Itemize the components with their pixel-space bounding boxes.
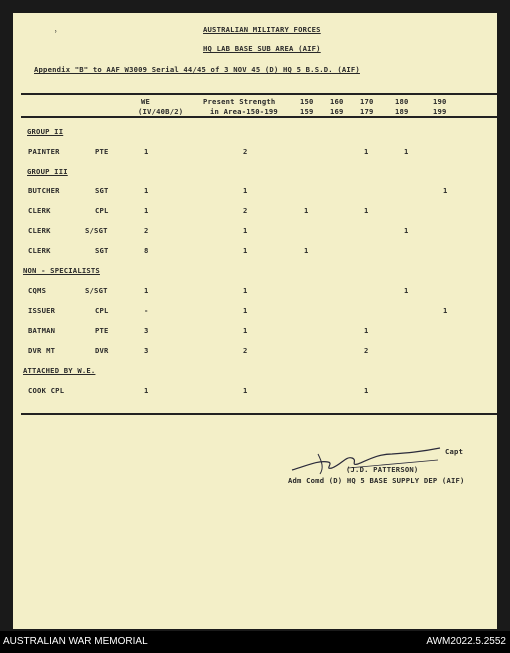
document-page <box>13 13 497 629</box>
row-r170: 1 <box>364 386 369 395</box>
row-name: BATMAN <box>28 326 56 335</box>
row-we: 1 <box>144 147 149 156</box>
signatory-title: Adm Comd (D) HQ 5 BASE SUPPLY DEP (AIF) <box>288 476 465 485</box>
header-line-3: Appendix "B" to AAF W3009 Serial 44/45 of 3 NOV 45 (D) HQ 5 B.S.D. (AIF) <box>34 65 360 74</box>
row-present: 1 <box>243 326 248 335</box>
row-we: 1 <box>144 206 149 215</box>
col-we-1: WE <box>141 97 151 106</box>
col-180-b: 189 <box>395 107 409 116</box>
pencil-mark: ˒ <box>53 28 59 38</box>
col-present-1: Present Strength <box>203 97 276 106</box>
row-name: DVR MT <box>28 346 56 355</box>
row-present: 1 <box>243 186 248 195</box>
row-present: 2 <box>243 206 248 215</box>
row-r150: 1 <box>304 246 309 255</box>
row-we: 3 <box>144 346 149 355</box>
group-ii-label: GROUP II <box>27 127 64 136</box>
signatory-name: (J.D. PATTERSON) <box>346 465 419 474</box>
footer-left: AUSTRALIAN WAR MEMORIAL <box>3 636 148 647</box>
row-rank: PTE <box>95 326 109 335</box>
row-present: 1 <box>243 226 248 235</box>
row-r170: 1 <box>364 147 369 156</box>
col-180-a: 180 <box>395 97 409 106</box>
row-rank: DVR <box>95 346 109 355</box>
row-r180: 1 <box>404 226 409 235</box>
row-r170: 1 <box>364 326 369 335</box>
row-name: CQMS <box>28 286 47 295</box>
col-150-b: 159 <box>300 107 314 116</box>
row-r150: 1 <box>304 206 309 215</box>
row-we: 2 <box>144 226 149 235</box>
group-iii-label: GROUP III <box>27 167 68 176</box>
row-we: 3 <box>144 326 149 335</box>
row-name: COOK CPL <box>28 386 65 395</box>
row-name: BUTCHER <box>28 186 60 195</box>
row-rank: PTE <box>95 147 109 156</box>
row-present: 2 <box>243 346 248 355</box>
footer-bar <box>0 631 510 653</box>
col-present-2: in Area-150-199 <box>210 107 278 116</box>
row-rank: S/SGT <box>85 226 108 235</box>
row-name: CLERK <box>28 206 51 215</box>
row-present: 1 <box>243 246 248 255</box>
footer-right: AWM2022.5.2552 <box>426 636 506 647</box>
col-170-b: 179 <box>360 107 374 116</box>
row-we: 1 <box>144 386 149 395</box>
col-160-b: 169 <box>330 107 344 116</box>
row-present: 1 <box>243 386 248 395</box>
row-we: - <box>144 306 149 315</box>
non-specialists-label: NON - SPECIALISTS <box>23 266 100 275</box>
col-170-a: 170 <box>360 97 374 106</box>
signatory-rank: Capt <box>445 447 464 456</box>
row-r190: 1 <box>443 306 448 315</box>
row-rank: SGT <box>95 246 109 255</box>
row-present: 1 <box>243 306 248 315</box>
row-rank: S/SGT <box>85 286 108 295</box>
row-r180: 1 <box>404 147 409 156</box>
row-name: PAINTER <box>28 147 60 156</box>
row-r190: 1 <box>443 186 448 195</box>
row-we: 8 <box>144 246 149 255</box>
row-name: CLERK <box>28 226 51 235</box>
row-r170: 2 <box>364 346 369 355</box>
header-line-1: AUSTRALIAN MILITARY FORCES <box>203 25 321 34</box>
col-190-b: 199 <box>433 107 447 116</box>
row-rank: CPL <box>95 306 109 315</box>
col-150-a: 150 <box>300 97 314 106</box>
row-name: ISSUER <box>28 306 56 315</box>
row-r180: 1 <box>404 286 409 295</box>
row-rank: CPL <box>95 206 109 215</box>
col-we-2: (IV/40B/2) <box>138 107 184 116</box>
row-present: 2 <box>243 147 248 156</box>
attached-label: ATTACHED BY W.E. <box>23 366 96 375</box>
col-160-a: 160 <box>330 97 344 106</box>
row-rank: SGT <box>95 186 109 195</box>
bottom-rule <box>21 413 497 415</box>
row-we: 1 <box>144 186 149 195</box>
top-rule <box>21 93 497 95</box>
row-we: 1 <box>144 286 149 295</box>
header-rule <box>21 116 497 118</box>
header-line-2: HQ LAB BASE SUB AREA (AIF) <box>203 44 321 53</box>
col-190-a: 190 <box>433 97 447 106</box>
row-r170: 1 <box>364 206 369 215</box>
row-present: 1 <box>243 286 248 295</box>
row-name: CLERK <box>28 246 51 255</box>
